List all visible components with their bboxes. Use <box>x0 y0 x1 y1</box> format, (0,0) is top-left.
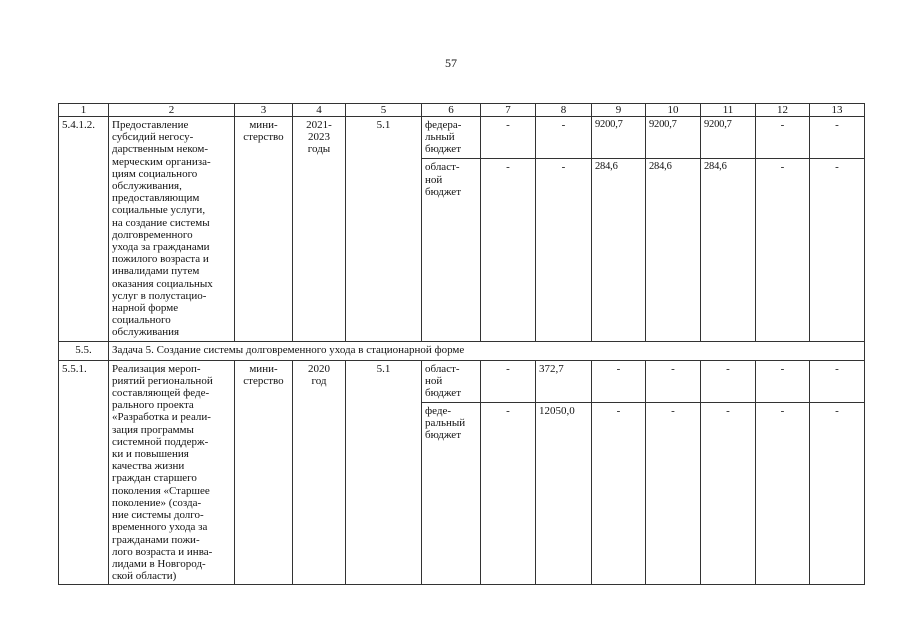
executor: мини- стерство <box>235 360 293 585</box>
amount-cell: - <box>481 360 536 402</box>
column-number: 12 <box>756 104 810 117</box>
funding-source: област- ной бюджет <box>422 159 481 341</box>
task-title: Задача 5. Создание системы долговременного ухода в стационарной форме <box>109 341 865 360</box>
activity-code: 5.4.1.2. <box>59 117 109 342</box>
period: 2020 год <box>293 360 346 585</box>
executor: мини- стерство <box>235 117 293 342</box>
amount-cell: 372,7 <box>536 360 592 402</box>
amount-cell: - <box>756 402 810 584</box>
task-code: 5.5. <box>59 341 109 360</box>
table-row <box>59 117 865 159</box>
column-number: 9 <box>592 104 646 117</box>
amount-cell: 9200,7 <box>592 117 646 159</box>
indicator-ref: 5.1 <box>346 117 422 342</box>
period: 2021- 2023 годы <box>293 117 346 342</box>
column-number: 3 <box>235 104 293 117</box>
column-number: 1 <box>59 104 109 117</box>
column-number: 6 <box>422 104 481 117</box>
amount-cell: 284,6 <box>701 159 756 341</box>
amount-cell: - <box>810 117 865 159</box>
amount-cell: - <box>592 360 646 402</box>
amount-cell: - <box>536 117 592 159</box>
amount-cell: 284,6 <box>646 159 701 341</box>
program-table <box>58 103 865 585</box>
column-number: 11 <box>701 104 756 117</box>
amount-cell: 284,6 <box>592 159 646 341</box>
column-number: 4 <box>293 104 346 117</box>
task-row <box>59 341 865 360</box>
amount-cell: - <box>756 159 810 341</box>
funding-source: област- ной бюджет <box>422 360 481 402</box>
amount-cell: 12050,0 <box>536 402 592 584</box>
amount-cell: - <box>810 402 865 584</box>
column-number: 2 <box>109 104 235 117</box>
page-number: 57 <box>445 56 457 70</box>
amount-cell: 9200,7 <box>701 117 756 159</box>
amount-cell: - <box>701 360 756 402</box>
column-number: 7 <box>481 104 536 117</box>
amount-cell: - <box>701 402 756 584</box>
amount-cell: - <box>810 360 865 402</box>
column-number: 8 <box>536 104 592 117</box>
amount-cell: - <box>756 117 810 159</box>
amount-cell: - <box>481 402 536 584</box>
column-number-row <box>59 104 865 117</box>
activity-code: 5.5.1. <box>59 360 109 585</box>
amount-cell: - <box>481 117 536 159</box>
column-number: 13 <box>810 104 865 117</box>
column-number: 5 <box>346 104 422 117</box>
amount-cell: - <box>481 159 536 341</box>
amount-cell: - <box>646 360 701 402</box>
activity-description: Реализация мероп- риятий региональной составляющей феде- рального проекта «Разработка и реали- зация программы системной поддерж- ки и повышения качества жизни граждан старшего поколения «Старшее поколение» (созда- ние системы долго- временного ухода за гражданами пожи- лого возраста и инва- лидами в Новгород- ской области) <box>109 360 235 585</box>
funding-source: федера- льный бюджет <box>422 117 481 159</box>
amount-cell: 9200,7 <box>646 117 701 159</box>
table-row <box>59 360 865 402</box>
indicator-ref: 5.1 <box>346 360 422 585</box>
activity-description: Предоставление субсидий негосу- дарственным неком- мерческим организа- циям социального обслуживания, предоставляющим социальные услуги, на создание системы долговременного ухода за гражданами пожилого возраста и инвалидами путем оказания социальных услуг в полустацио- нарной форме социального обслуживания <box>109 117 235 342</box>
amount-cell: - <box>536 159 592 341</box>
amount-cell: - <box>810 159 865 341</box>
funding-source: феде- ральный бюджет <box>422 402 481 584</box>
amount-cell: - <box>646 402 701 584</box>
amount-cell: - <box>592 402 646 584</box>
amount-cell: - <box>756 360 810 402</box>
column-number: 10 <box>646 104 701 117</box>
